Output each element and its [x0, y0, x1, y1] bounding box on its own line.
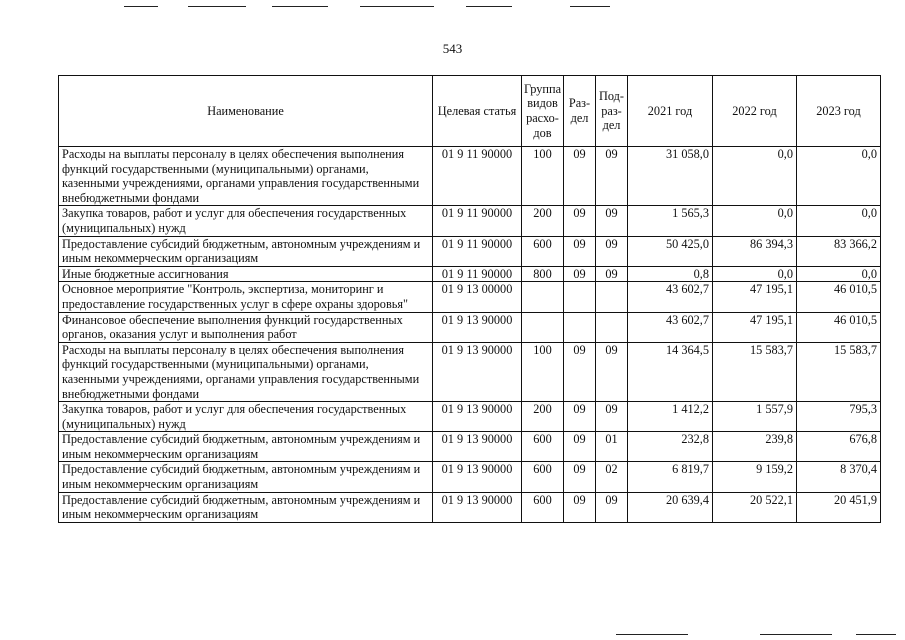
row-section: 09: [564, 432, 596, 462]
row-name: Иные бюджетные ассигнования: [59, 266, 433, 282]
row-2023: 0,0: [797, 147, 881, 206]
row-2023: 0,0: [797, 266, 881, 282]
row-name: Предоставление субсидий бюджетным, автономным учреждениям и иным некоммерческим организациям: [59, 432, 433, 462]
row-name: Предоставление субсидий бюджетным, автономным учреждениям и иным некоммерческим организациям: [59, 492, 433, 522]
top-rule: [466, 6, 512, 7]
row-2021: 20 639,4: [628, 492, 713, 522]
row-2022: 0,0: [713, 147, 797, 206]
row-group: 800: [522, 266, 564, 282]
row-2023: 0,0: [797, 206, 881, 236]
row-target: 01 9 13 90000: [433, 492, 522, 522]
budget-table: [58, 75, 881, 523]
row-subsection: 09: [596, 492, 628, 522]
row-2022: 0,0: [713, 206, 797, 236]
row-2023: 20 451,9: [797, 492, 881, 522]
row-section: 09: [564, 266, 596, 282]
row-name: Расходы на выплаты персоналу в целях обеспечения выполнения функций государственными (муниципальными) органами, казенными учреждениями, органами управления государственными внебюджетными фондами: [59, 147, 433, 206]
row-name: Основное мероприятие "Контроль, экспертиза, мониторинг и предоставление государственных услуг в сфере охраны здоровья": [59, 282, 433, 312]
row-2023: 15 583,7: [797, 342, 881, 401]
row-subsection: 09: [596, 402, 628, 432]
row-target: 01 9 13 00000: [433, 282, 522, 312]
row-2022: 1 557,9: [713, 402, 797, 432]
row-name: Расходы на выплаты персоналу в целях обеспечения выполнения функций государственными (муниципальными) органами, казенными учреждениями, органами управления государственными внебюджетными фондами: [59, 342, 433, 401]
row-group: [522, 312, 564, 342]
row-2023: 795,3: [797, 402, 881, 432]
row-section: 09: [564, 492, 596, 522]
header-name: Наименование: [59, 76, 433, 147]
row-2022: 0,0: [713, 266, 797, 282]
row-name: Закупка товаров, работ и услуг для обеспечения государственных (муниципальных) нужд: [59, 402, 433, 432]
row-group: 600: [522, 236, 564, 266]
row-2021: 1 565,3: [628, 206, 713, 236]
row-section: 09: [564, 147, 596, 206]
top-rule: [272, 6, 328, 7]
table-row: [59, 342, 881, 401]
table-row: [59, 402, 881, 432]
table-row: [59, 266, 881, 282]
row-target: 01 9 11 90000: [433, 266, 522, 282]
row-2021: 43 602,7: [628, 312, 713, 342]
row-2022: 15 583,7: [713, 342, 797, 401]
row-section: 09: [564, 342, 596, 401]
row-name: Закупка товаров, работ и услуг для обеспечения государственных (муниципальных) нужд: [59, 206, 433, 236]
row-subsection: 09: [596, 342, 628, 401]
table-row: [59, 312, 881, 342]
header-2023: 2023 год: [797, 76, 881, 147]
table-row: [59, 432, 881, 462]
header-target: Целевая статья: [433, 76, 522, 147]
row-subsection: [596, 282, 628, 312]
row-target: 01 9 13 90000: [433, 402, 522, 432]
row-target: 01 9 13 90000: [433, 462, 522, 492]
row-2021: 6 819,7: [628, 462, 713, 492]
row-target: 01 9 13 90000: [433, 342, 522, 401]
row-2023: 83 366,2: [797, 236, 881, 266]
row-subsection: 09: [596, 266, 628, 282]
row-subsection: [596, 312, 628, 342]
table-row: [59, 236, 881, 266]
row-2021: 1 412,2: [628, 402, 713, 432]
header-group: Группа видов расхо- дов: [522, 76, 564, 147]
table-row: [59, 492, 881, 522]
row-section: [564, 312, 596, 342]
row-subsection: 09: [596, 236, 628, 266]
row-group: [522, 282, 564, 312]
row-group: 600: [522, 432, 564, 462]
row-name: Предоставление субсидий бюджетным, автономным учреждениям и иным некоммерческим организациям: [59, 462, 433, 492]
row-name: Предоставление субсидий бюджетным, автономным учреждениям и иным некоммерческим организациям: [59, 236, 433, 266]
row-2021: 50 425,0: [628, 236, 713, 266]
row-2022: 47 195,1: [713, 282, 797, 312]
row-subsection: 09: [596, 147, 628, 206]
table-row: [59, 462, 881, 492]
row-2023: 46 010,5: [797, 282, 881, 312]
top-rule: [188, 6, 246, 7]
row-2023: 676,8: [797, 432, 881, 462]
row-2022: 86 394,3: [713, 236, 797, 266]
row-target: 01 9 11 90000: [433, 236, 522, 266]
row-group: 600: [522, 462, 564, 492]
table-row: [59, 147, 881, 206]
row-2023: 8 370,4: [797, 462, 881, 492]
table-row: [59, 282, 881, 312]
row-group: 100: [522, 147, 564, 206]
row-2022: 9 159,2: [713, 462, 797, 492]
top-rule: [570, 6, 610, 7]
bottom-rule: [856, 634, 896, 635]
row-2021: 31 058,0: [628, 147, 713, 206]
row-group: 200: [522, 402, 564, 432]
row-group: 200: [522, 206, 564, 236]
row-section: 09: [564, 236, 596, 266]
row-group: 100: [522, 342, 564, 401]
row-2021: 43 602,7: [628, 282, 713, 312]
row-name: Финансовое обеспечение выполнения функций государственных органов, оказания услуг и выполнения работ: [59, 312, 433, 342]
table-row: [59, 206, 881, 236]
row-2023: 46 010,5: [797, 312, 881, 342]
table-header-row: [59, 76, 881, 147]
row-subsection: 02: [596, 462, 628, 492]
row-group: 600: [522, 492, 564, 522]
bottom-rule: [760, 634, 832, 635]
row-section: 09: [564, 206, 596, 236]
row-2022: 20 522,1: [713, 492, 797, 522]
row-2022: 47 195,1: [713, 312, 797, 342]
header-2022: 2022 год: [713, 76, 797, 147]
row-section: 09: [564, 462, 596, 492]
header-subsection: Под- раз- дел: [596, 76, 628, 147]
header-2021: 2021 год: [628, 76, 713, 147]
row-target: 01 9 11 90000: [433, 147, 522, 206]
row-subsection: 09: [596, 206, 628, 236]
row-subsection: 01: [596, 432, 628, 462]
top-rule: [360, 6, 434, 7]
row-2021: 232,8: [628, 432, 713, 462]
row-target: 01 9 11 90000: [433, 206, 522, 236]
row-section: [564, 282, 596, 312]
row-2021: 14 364,5: [628, 342, 713, 401]
row-2021: 0,8: [628, 266, 713, 282]
row-section: 09: [564, 402, 596, 432]
bottom-rule: [616, 634, 688, 635]
page-number: 543: [442, 41, 463, 56]
row-2022: 239,8: [713, 432, 797, 462]
top-rule: [124, 6, 158, 7]
row-target: 01 9 13 90000: [433, 312, 522, 342]
row-target: 01 9 13 90000: [433, 432, 522, 462]
header-section: Раз- дел: [564, 76, 596, 147]
